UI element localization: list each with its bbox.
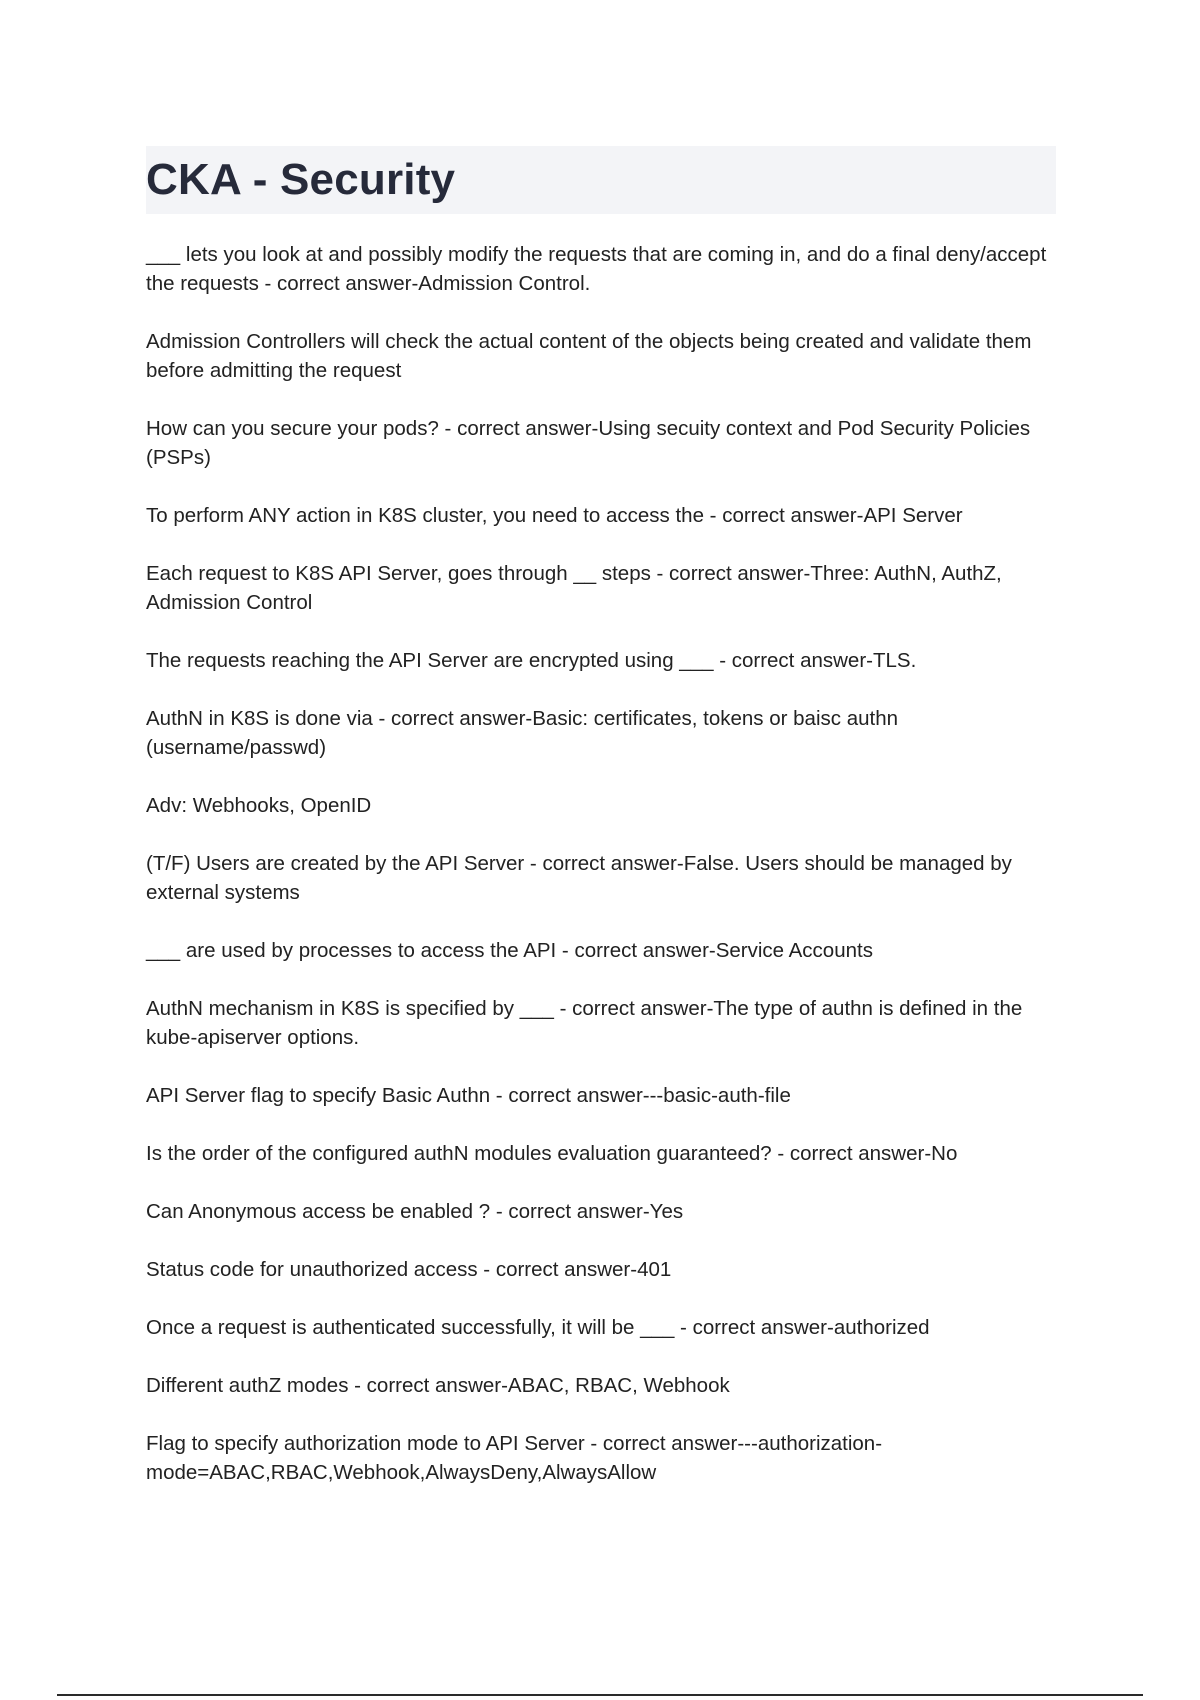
qa-entry-2: Admission Controllers will check the actual content of the objects being created and validate them before admitting the request — [146, 330, 1032, 382]
qa-entry-4: To perform ANY action in K8S cluster, you need to access the - correct answer-API Server — [146, 504, 963, 527]
qa-entry-3: How can you secure your pods? - correct answer-Using secuity context and Pod Security Policies (PSPs) — [146, 417, 1031, 469]
qa-entry-18: Flag to specify authorization mode to API Server - correct answer---authorization-mode=ABAC,RBAC,Webhook,AlwaysDeny,AlwaysAllow — [146, 1432, 883, 1484]
qa-entries — [146, 240, 1056, 1487]
qa-entry-7: AuthN in K8S is done via - correct answer-Basic: certificates, tokens or baisc authn (username/passwd) — [146, 707, 899, 759]
title-banner — [146, 146, 1056, 214]
qa-entry-17: Different authZ modes - correct answer-ABAC, RBAC, Webhook — [146, 1374, 730, 1397]
qa-entry-12: API Server flag to specify Basic Authn - correct answer---basic-auth-file — [146, 1084, 791, 1107]
qa-entry-1: ___ lets you look at and possibly modify the requests that are coming in, and do a final deny/accept the requests - correct answer-Admission Control. — [146, 243, 1047, 295]
qa-entry-14: Can Anonymous access be enabled ? - correct answer-Yes — [146, 1200, 684, 1223]
qa-entry-13: Is the order of the configured authN modules evaluation guaranteed? - correct answer-No — [146, 1142, 958, 1165]
qa-entry-8: Adv: Webhooks, OpenID — [146, 794, 372, 817]
qa-entry-5: Each request to K8S API Server, goes through __ steps - correct answer-Three: AuthN, AuthZ, Admission Control — [146, 562, 1002, 614]
qa-entry-10: ___ are used by processes to access the API - correct answer-Service Accounts — [146, 939, 873, 962]
page-title: CKA - Security — [146, 155, 456, 204]
qa-entry-9: (T/F) Users are created by the API Server - correct answer-False. Users should be managed by external systems — [146, 852, 1012, 904]
footer-divider — [57, 1694, 1143, 1696]
qa-entry-15: Status code for unauthorized access - correct answer-401 — [146, 1258, 672, 1281]
qa-entry-11: AuthN mechanism in K8S is specified by ___ - correct answer-The type of authn is defined in the kube-apiserver options. — [146, 997, 1023, 1049]
qa-entry-16: Once a request is authenticated successfully, it will be ___ - correct answer-authorized — [146, 1316, 930, 1339]
document-page — [146, 146, 1056, 1516]
qa-entry-6: The requests reaching the API Server are encrypted using ___ - correct answer-TLS. — [146, 649, 917, 672]
